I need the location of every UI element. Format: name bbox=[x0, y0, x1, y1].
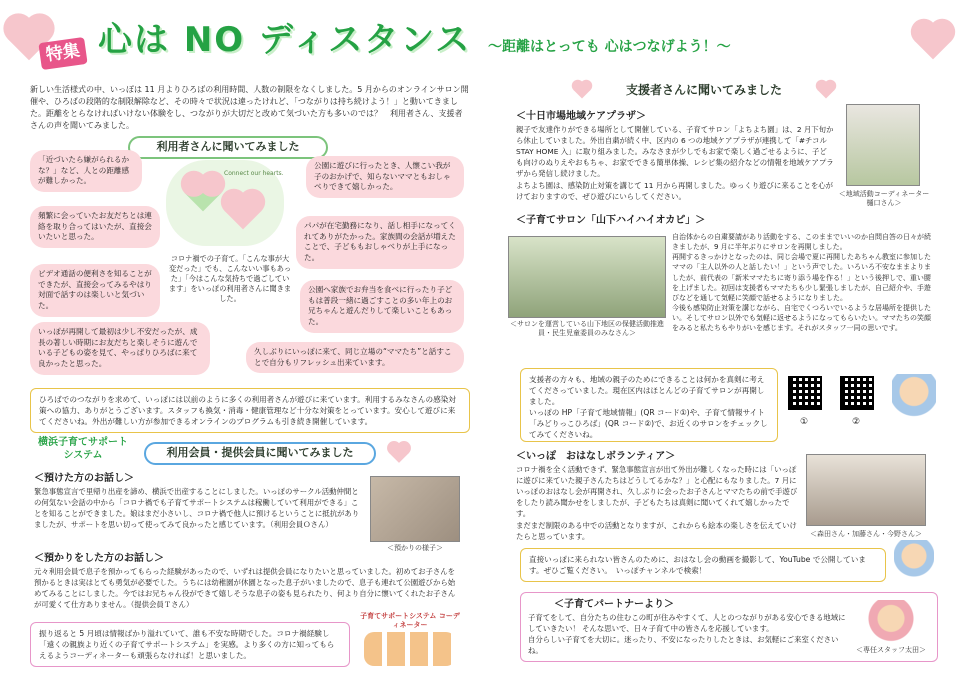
partner-heading: ＜子育てパートナーより＞ bbox=[554, 599, 674, 610]
volunteer-text: コロナ禍を全く活動できず、緊急事態宣言が出て外出が難しくなった時には「いっぽに遊びに来ていた親子さんたちはどうしてるかな？」と心配にもなりました。7 月にいっぽのおはなし会が再開され、久しぶりに会ったお子さんとママたちの前で手遊びをしたり読み聞かせをしましたが、子どもたちは真剣に聞いてくれて嬉しかったです。 まだまだ制限のある中での活動となりますが、これからも絵本の楽しさを伝えていけたらと思っています。 bbox=[516, 465, 798, 541]
support-heading: 支援者さんに聞いてみました bbox=[604, 80, 804, 100]
user-bubble-5: ビデオ通話の便利さを知ることができたが、直接会ってみるやはり対面で話すのは楽しいと気づいた。 bbox=[30, 264, 160, 317]
intro-text: 新しい生活様式の中、いっぽは 11 月よりひろばの利用時間、人数の制限をなくしました。5 月からのオンラインサロン開催や、ひろばの段階的な制限解除など、その時々で状況は違ったけれど、「つながりは持ち続けよう！」と動いてきました。距離をとらなければいけない体験をし、つながりが大切だと改めて気づいた方も多いのでは？ 利用者さん、支援者さんの声を聞いてみました。 bbox=[30, 85, 469, 130]
users-heading: 利用者さんに聞いてみました bbox=[128, 136, 328, 159]
user-bubble-2: 公園に遊びに行ったとき、人懐こい我が子のおかげで、知らないママともおしゃべりできて嬉しかった。 bbox=[306, 156, 464, 198]
partner-text: 子育てをして、自分たちの住むこの町が住みやすくて、人とのつながりがある安心できる地域にしていきたい！ そんな思いで、日々子育て中の皆さんを応援しています。 自分らしい子育てを大切に。迷ったり、不安になったりしたときは、お気軽にご来室くださいね。 bbox=[528, 613, 846, 656]
coordinator-photo bbox=[846, 104, 920, 186]
qr-label-2: ② bbox=[852, 417, 861, 427]
provide-text: 緊急事態宣言で里帰り出産を諦め、横浜で出産することにしました。いっぽのサークル活動仲間との何気ない会話の中から「コロナ禍でも子育てサポートシステムは稼働していて利用ができる」ことを知ることができました。娘はまだ小さいし、コロナ禍で他人に預けるということに抵抗がありましたが、サポートを思い切って使ってみて良かったと感じています。（利用会員Ｏさん） bbox=[34, 487, 360, 530]
receive-text: 元々利用会員で息子を預かってもらった経験があったので、いずれは提供会員になりたいと思っていました。初めてお子さんを預かるときは実はとても勇気が必要でした。うちには幼稚園が休園となった息子がいましたので、息子も連れて公園遊びから始めてみることにしました。今ではお兄ちゃん役ができて嬉しそうな息子の姿も見られたり、何より自分に懐いてくれたお子さんが可愛くて仕方ありません。（提供会員Ｔさん） bbox=[34, 567, 456, 610]
decor-heart-topright bbox=[915, 23, 952, 60]
user-bubble-7: いっぽが再開して最初は少し不安だったが、成長の著しい時期にお友だちと楽しそうに遊んでいる子どもの姿を見て、やっぱりひろばに来て良かったと思った。 bbox=[30, 322, 210, 375]
decor-heart-support bbox=[574, 82, 591, 99]
support-system-label: 横浜子育てサポートシステム bbox=[38, 437, 128, 461]
care-photo bbox=[370, 476, 460, 542]
volunteer-photo-caption: ＜森田さん・加藤さん・今野さん＞ bbox=[810, 530, 922, 538]
plaza-text: 親子で友達作りができる場所として開催している、子育てサロン「よちよち園」は、2 月下旬から休止していました。外出自粛が続く中、区内の 6 つの地域ケアプラザが連携して「#チコル STAY HOME 入」に取り組みました。みなさまが少しでもお家で楽しく過ごせるように、子ども向けのぬりえやおもちゃ、お家でできる簡単体操、レシピ集の紹介などの情報を地域ケアプラザから発信し続けました。 よちよち園は、感染防止対策を講じて 11 月から再開しました。ゆっくり遊びに来ることを心がけておりますので、ぜひ遊びにいらしてください。 bbox=[516, 125, 834, 201]
baby-illustration bbox=[892, 374, 936, 424]
qr-label-1: ① bbox=[800, 417, 809, 427]
members-heading: 利用会員・提供会員に聞いてみました bbox=[144, 442, 376, 465]
qr-code-1[interactable] bbox=[788, 376, 822, 410]
user-bubble-6: 公園へ家族でお弁当を食べに行ったり子どもは普段一緒に過ごすことの多い年上のお兄ちゃんと遊んだりして楽しいこともあった。 bbox=[300, 280, 464, 333]
salon-heading: ＜子育てサロン「山下ハイハイオカピ」＞ bbox=[516, 215, 706, 226]
coordinator-label: 子育てサポートシステム コーディネーター bbox=[360, 612, 460, 630]
plaza-heading: ＜十日市場地域ケアプラザ＞ bbox=[516, 111, 646, 122]
volunteer-photo bbox=[806, 454, 926, 526]
user-bubble-1: 「近づいたら嫌がられるかな？」など、人との距離感が難しかった。 bbox=[30, 150, 142, 192]
pink-heart-icon bbox=[225, 193, 262, 230]
qr-code-2[interactable] bbox=[840, 376, 874, 410]
decor-heart-support-2 bbox=[818, 82, 835, 99]
care-photo-caption: ＜預かりの様子＞ bbox=[387, 544, 443, 552]
receive-heading: ＜預かりをした方のお話し＞ bbox=[34, 553, 164, 564]
provide-heading: ＜預けた方のお話し＞ bbox=[34, 473, 134, 484]
salon-photo-caption: ＜サロンを運営している山下地区の保健活動推進員・民生児童委員のみなさん＞ bbox=[510, 320, 664, 338]
partner-caption: ＜専任スタッフ太田＞ bbox=[856, 646, 926, 654]
page-title: 心は NO ディスタンス bbox=[98, 20, 472, 60]
baby-illustration-2 bbox=[894, 540, 934, 580]
connect-hearts-art bbox=[166, 160, 284, 246]
green-heart-icon bbox=[185, 175, 222, 212]
youtube-box: 直接いっぽに来られない皆さんのために、おはなし会の動画を撮影して、YouTube で公開しています。ぜひご覧ください。 いっぽチャンネルで検索！ bbox=[520, 548, 886, 582]
left-bottom-box: 振り返ると 5 月頃は情報ばかり溢れていて、誰も不安な時期でした。コロナ禍経験し「遠くの親族より近くの子育てサポートシステム」を実感。より多くの方に知ってもらえるようコーディネーターも頑張らなければ！と思いました。 bbox=[30, 622, 350, 667]
coordinator-photo-caption: ＜地域活動コーディネーター 樋口さん＞ bbox=[838, 190, 930, 208]
center-caption: コロナ禍での子育て。「こんな事が大変だった」でも、こんないい事もあった」「今はこんな気持ちで過ごしています」をいっぽの利用者さんに聞きました。 bbox=[168, 254, 292, 304]
user-bubble-3: 頻繁に会っていたお友だちとは連絡を取り合ってはいたが、直接会いたいと思った。 bbox=[30, 206, 160, 248]
connect-hearts-label: Connect our hearts. bbox=[224, 170, 284, 177]
user-bubble-4: パパが在宅勤務になり、話し相手になってくれてありがたかった。家族間の会話が増えたことで、子どももおしゃべりが上手になった。 bbox=[296, 216, 464, 269]
volunteer-heading: ＜いっぽ おはなしボランティア＞ bbox=[516, 451, 676, 462]
salon-photo bbox=[508, 236, 666, 318]
left-note-box: ひろばでのつながりを求めて、いっぽには以前のように多くの利用者さんが遊びに来ています。利用するみなさんの感染対策への協力、ありがとうございます。スタッフも換気・消毒・健康管理など十分な対策をとっています。安心して遊びに来てくださいね。外出が難しい方が参加できるオンラインのプログラムも引き続き開催しています。 bbox=[30, 388, 470, 433]
salon-text: 自治体からの自粛要請があり活動をする、このままでいいのか自問自答の日々が続きましたが、9 月に半年ぶりにサロンを再開しました。 再開するきっかけとなったのは、同じ会場で夏に再開したあちゃん教室に参加したママの「主人以外の人と話したい！」という声でした。いろいろ不安なままよりましたが、前代表の「新米ママたちに寄り添う場を作る！」という後押しで、重い腰を上げました。初回は支援者もママたちも少し緊張しましたが、自己紹介や、手遊びなどを通して気軽に笑顔で話せるようになりました。 今後も感染防止対策を講じながら、自宅でくつろいでいるような居場所を提供したい。そしてサロン以外でも気軽に返せるようになってもらいたい。ママたちの笑顔をみると私たちもやりがいを感じます。それがスタッフ一同の思いです。 bbox=[672, 233, 931, 333]
coordinator-illustration bbox=[364, 632, 456, 666]
feature-tag: 特集 bbox=[38, 37, 87, 70]
qr-info-box: 支援者の方々も、地域の親子のためにできることは何かを真剣に考えてくださっていました。現在区内はほとんどの子育てサロンが再開しました。 いっぽの HP「子育て地域情報」(QR コード①)や、子育て情報サイト「みどりっこひろば」(QR コード②)で、お近くのサロンをチェックしてみてくださいね。 bbox=[520, 368, 778, 442]
decor-heart-members bbox=[389, 443, 409, 463]
staff-illustration bbox=[862, 600, 920, 646]
page-subtitle: ～距離はとっても 心はつなげよう！～ bbox=[488, 39, 731, 55]
user-bubble-8: 久しぶりにいっぽに来て、同じ立場の“ママたち”と話すことで自分もリフレッシュ出来ています。 bbox=[246, 342, 464, 373]
